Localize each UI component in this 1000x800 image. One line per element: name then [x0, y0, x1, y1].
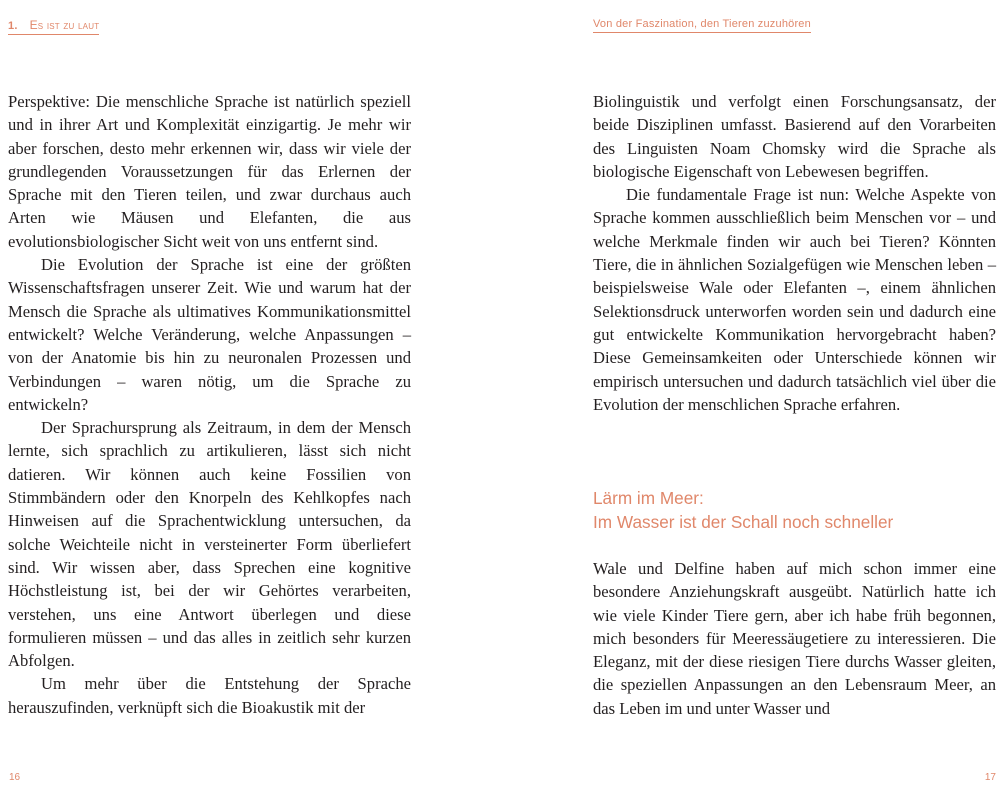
right-running-head: Von der Faszination, den Tieren zuzuhören	[593, 18, 811, 33]
left-paragraph-2: Die Evolution der Sprache ist eine der größten Wissenschaftsfragen unserer Zeit. Wie und warum hat der Mensch die Sprache als ultimatives Kommunikationsmittel entwickelt? Welche Veränderung, welche Anpassungen – von der Anatomie bis hin zu neuronalen Prozessen und Verbindungen – waren nötig, um die Sprache zu entwickeln?	[8, 255, 411, 414]
left-page-number: 16	[9, 772, 21, 783]
chapter-number: 1.	[8, 20, 18, 32]
section-heading-line-2: Im Wasser ist der Schall noch schneller	[593, 512, 894, 532]
left-paragraph-1: Perspektive: Die menschliche Sprache ist natürlich speziell und in ihrer Art und Komplexität einzigartig. Je mehr wir aber forschen, desto mehr erkennen wir, dass wir viele der grundlegenden Voraussetzungen für das Erlernen der Sprache mit den Tieren teilen, und zwar durchaus auch Arten wie Mäusen und Elefanten, die aus evolutionsbiologischer Sicht weit von uns entfernt sind.	[8, 92, 411, 251]
right-paragraph-2: Die fundamentale Frage ist nun: Welche Aspekte von Sprache kommen ausschließlich beim Menschen vor – und welche Merkmale finden wir auch bei Tieren? Könnten Tiere, die in ähnlichen Sozialgefügen wie Menschen leben – beispielsweise Wale oder Elefanten –, einem ähnlichen Selektionsdruck unterworfen worden sein und dadurch eine gut entwickelte Kommunikation hervorgebracht haben? Diese Gemeinsamkeiten oder Unterschiede können wir empirisch untersuchen und dadurch tatsächlich viel über die Evolution der menschlichen Sprache erfahren.	[593, 185, 996, 414]
right-paragraph-1: Biolinguistik und verfolgt einen Forschungsansatz, der beide Disziplinen umfasst. Basierend auf den Vorarbeiten des Linguisten Noam Chomsky wird die Sprache als biologische Eigenschaft von Lebewesen begriffen.	[593, 92, 996, 181]
left-running-head	[8, 18, 99, 35]
right-body-text	[593, 90, 996, 416]
left-body-text	[8, 90, 411, 719]
left-paragraph-3: Der Sprachursprung als Zeitraum, in dem der Mensch lernte, sich sprachlich zu artikulieren, lässt sich nicht datieren. Wir können auch keine Fossilien von Stimmbändern oder den Knorpeln des Kehlkopfes nach Hinweisen auf die Sprachentwicklung untersuchen, da solche Weichteile nicht in versteinerter Form überliefert sind. Wir wissen aber, dass Sprechen eine kognitive Höchstleistung ist, bei der wir Gehörtes verarbeiten, verstehen, uns eine Antwort überlegen und diese formulieren müssen – und das alles in zeitlich sehr kurzen Abfolgen.	[8, 418, 411, 671]
right-page-number: 17	[984, 772, 996, 783]
section-heading-line-1: Lärm im Meer:	[593, 488, 704, 508]
chapter-title: Es ist zu laut	[29, 18, 100, 32]
right-page	[500, 0, 1000, 800]
left-paragraph-4: Um mehr über die Entstehung der Sprache herauszufinden, verknüpft sich die Bioakustik mit der	[8, 674, 411, 717]
section-paragraph: Wale und Delfine haben auf mich schon immer eine besondere Anziehungskraft ausgeübt. Natürlich hatte ich wie viele Kinder Tiere gern, aber ich habe früh begonnen, mich besonders für Meeressäugetiere zu interessieren. Die Eleganz, mit der diese riesigen Tiere durchs Wasser gleiten, die speziellen Anpassungen an den Lebensraum Meer, an das Leben im und unter Wasser und	[593, 559, 996, 718]
section-heading	[593, 486, 893, 534]
